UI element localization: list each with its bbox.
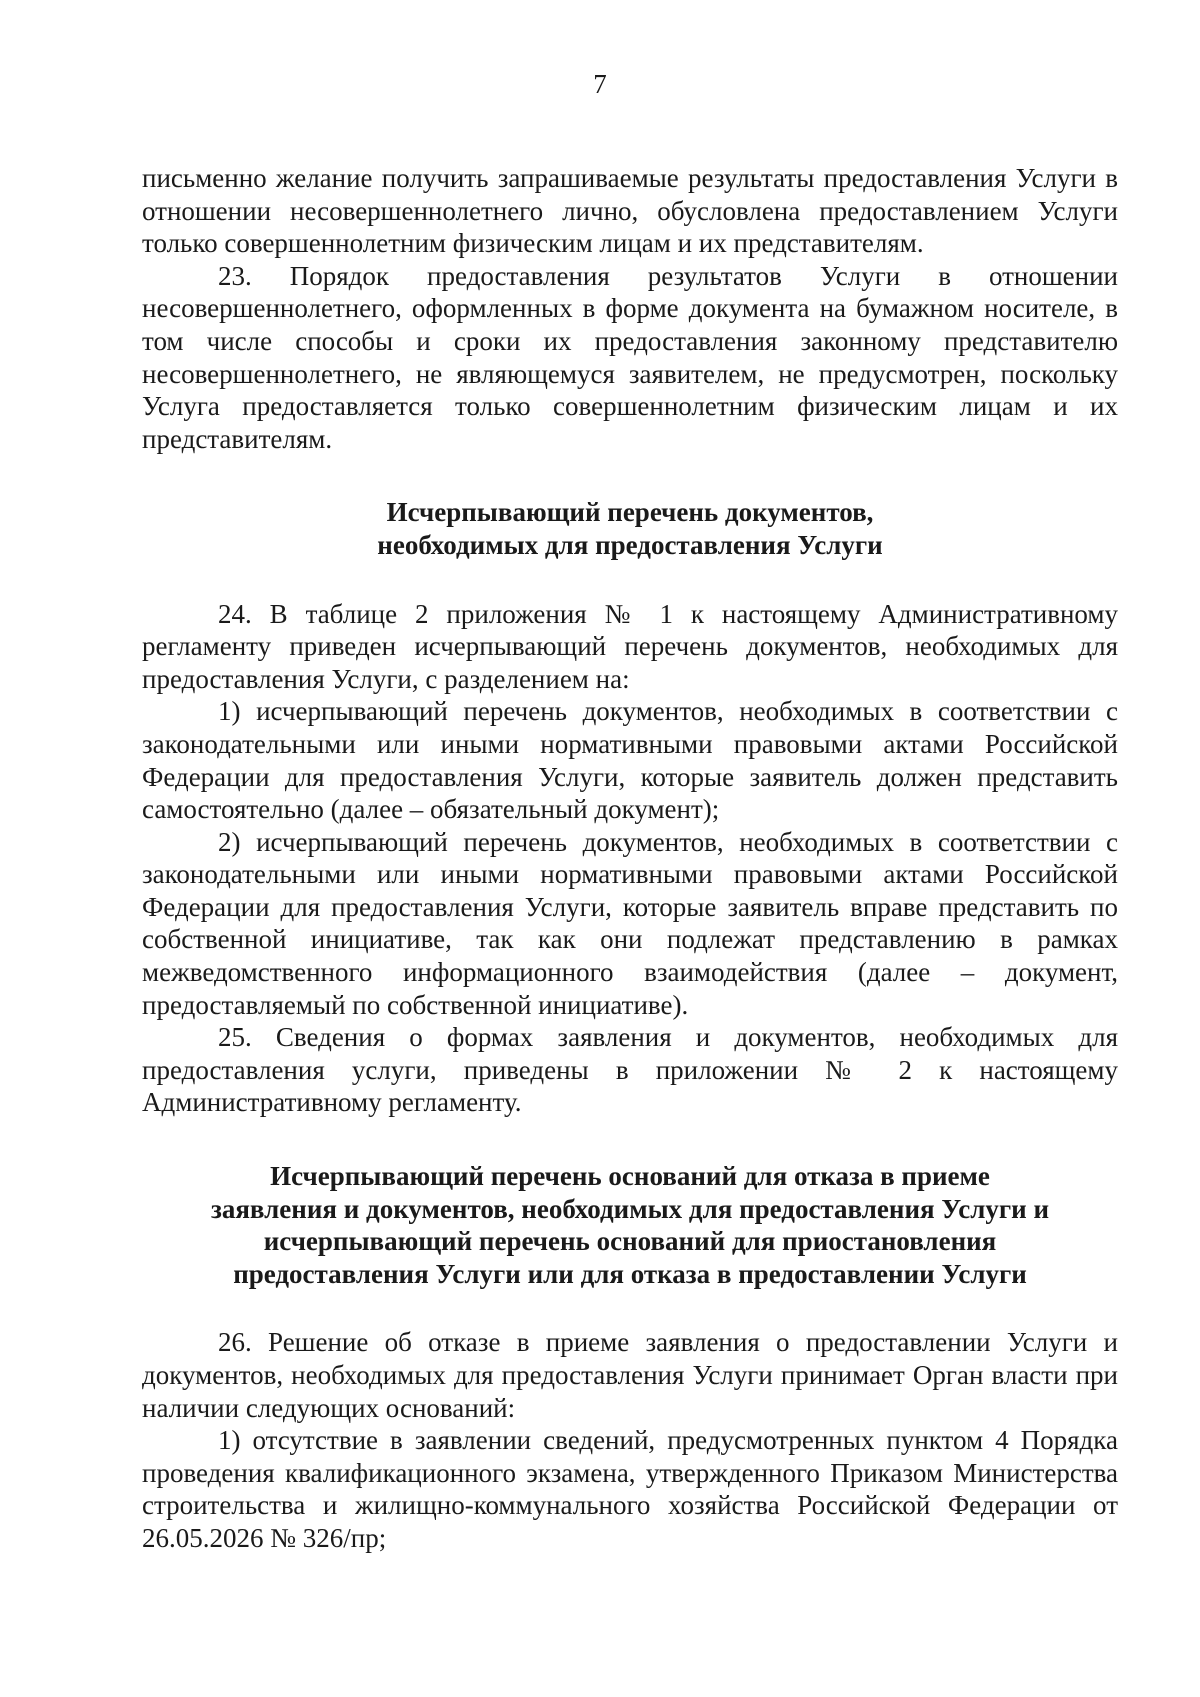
page-number: 7 — [593, 69, 607, 99]
paragraph-24: 24. В таблице 2 приложения № 1 к настоящему Административному регламенту приведен исчерпывающий перечень документов, необходимых для предоставления Услуги, с разделением на: — [142, 598, 1118, 694]
paragraph-25: 25. Сведения о формах заявления и документов, необходимых для предоставления услуги, приведены в приложении № 2 к настоящему Административному регламенту. — [142, 1022, 1118, 1118]
document-body — [142, 162, 1118, 1555]
list-item-1: 1) отсутствие в заявлении сведений, предусмотренных пунктом 4 Порядка проведения квалификационного экзамена, утвержденного Приказом Министерства строительства и жилищно-коммунального хозяйства Российской Федерации от 26.05.2026 № 326/пр; — [142, 1425, 1118, 1553]
paragraph-23: 23. Порядок предоставления результатов Услуги в отношении несовершеннолетнего, оформленных в форме документа на бумажном носителе, в том числе способы и сроки их предоставления законному представителю несовершеннолетнего, не являющемуся заявителем, не предусмотрен, поскольку Услуга предоставляется только совершеннолетним физическим лицам и их представителям. — [142, 260, 1118, 454]
paragraph-26: 26. Решение об отказе в приеме заявления о предоставлении Услуги и документов, необходимых для предоставления Услуги принимает Орган власти при наличии следующих оснований: — [142, 1327, 1118, 1423]
heading-line: Исчерпывающий перечень оснований для отказа в приеме — [270, 1161, 990, 1192]
list-item-1: 1) исчерпывающий перечень документов, необходимых в соответствии с законодательными или иными нормативными правовыми актами Российской Федерации для предоставления Услуги, которые заявитель должен представить самостоятельно (далее – обязательный документ); — [142, 696, 1118, 825]
heading-line: Исчерпывающий перечень документов, — [386, 497, 874, 528]
heading-line: необходимых для предоставления Услуги — [377, 529, 883, 560]
heading-line: заявления и документов, необходимых для предоставления Услуги и — [210, 1193, 1050, 1224]
list-item-2: 2) исчерпывающий перечень документов, необходимых в соответствии с законодательными или иными нормативными правовыми актами Российской Федерации для предоставления Услуги, которые заявитель вправе представить по собственной инициативе, так как они подлежат представлению в рамках межведомственного информационного взаимодействия (далее – документ, предоставляемый по собственной инициативе). — [142, 826, 1118, 1020]
section-heading-documents — [142, 496, 1118, 561]
section-heading-refusal-grounds — [142, 1160, 1118, 1290]
heading-line: исчерпывающий перечень оснований для приостановления — [263, 1226, 997, 1257]
heading-line: предоставления Услуги или для отказа в предоставлении Услуги — [233, 1258, 1027, 1289]
paragraph-continuation: письменно желание получить запрашиваемые результаты предоставления Услуги в отношении несовершеннолетнего лично, обусловлена предоставлением Услуги только совершеннолетним физическим лицам и их представителям. — [142, 163, 1118, 259]
